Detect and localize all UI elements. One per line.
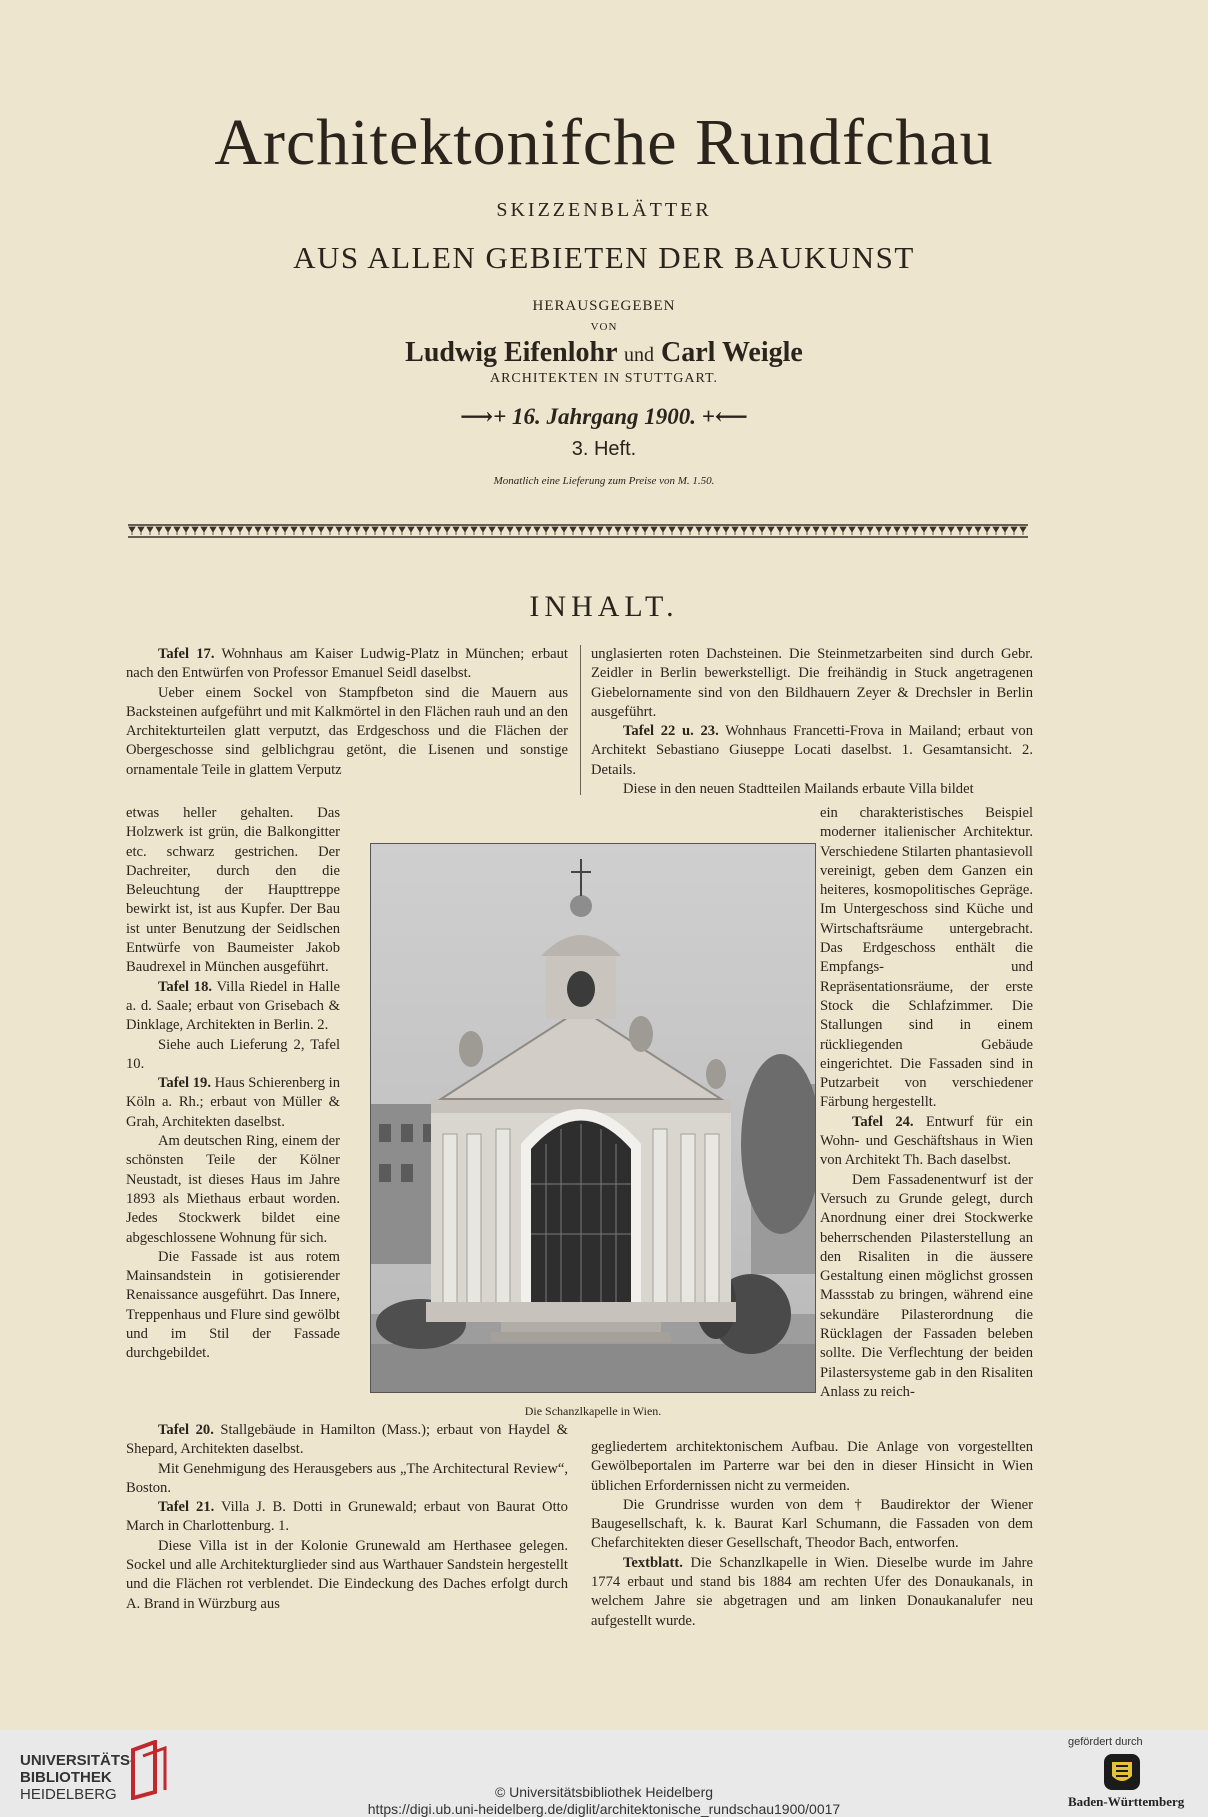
tafel-21-description: Diese Villa ist in der Kolonie Grunewald am Herthasee gelegen. Sockel und alle Architekturglieder sind aus Warthauer Sandstein hergestellt und die Flächen rot verblendet. Die Eindeckung des Daches erfolgt durch A. Brand in Würzburg aus xyxy=(126,1537,568,1612)
tafel-24-label: Tafel 24. xyxy=(852,1113,914,1130)
source-url-link[interactable]: https://digi.ub.uni-heidelberg.de/diglit/architektonische_rundschau1900/0017 xyxy=(367,1801,841,1817)
left-column-bottom xyxy=(126,1421,568,1614)
tafel-22-text: Wohnhaus Francetti-Frova in Mailand; erbaut von Architekt Sebastiano Giuseppe Locati daselbst. 1. Gesamtansicht. 2. Details. xyxy=(591,723,1033,778)
left-column-narrow xyxy=(126,804,340,1364)
tafel-20-label: Tafel 20. xyxy=(158,1422,214,1438)
copyright-text: © Universitätsbibliothek Heidelberg xyxy=(494,1784,714,1800)
tafel-19-text: Haus Schierenberg in Köln a. Rh.; erbaut von Müller & Grah, Architekten daselbst. xyxy=(126,1075,340,1130)
tafel-21-label: Tafel 21. xyxy=(158,1499,215,1516)
editor-2: Carl Weigle xyxy=(661,337,803,368)
tafel-17-text: Wohnhaus am Kaiser Ludwig-Platz in München; erbaut nach den Entwürfen von Professor Emanuel Seidl daselbst. xyxy=(126,646,568,682)
tafel-21-continued: unglasierten roten Dachsteinen. Die Steinmetzarbeiten sind durch Gebr. Zeidler in Berlin bewerkstelligt. Die freihändig in Stuck angetragenen Giebelornamente sind von den Bildhauern Zeyer & Drechsler in Berlin ausgeführt. xyxy=(591,646,1033,720)
left-column-top xyxy=(126,645,568,780)
figure-caption: Die Schanzlkapelle in Wien. xyxy=(524,1404,662,1418)
tafel-19-facade: Die Fassade ist aus rotem Mainsandstein in gotisierender Renaissance ausgeführt. Das Innere, Treppenhaus und Flure sind gewölbt und im Stil der Fassade durchgebildet. xyxy=(126,1248,340,1362)
masthead xyxy=(0,105,1208,487)
ornament-right-icon: +⟵ xyxy=(696,404,748,429)
funding-label: gefördert durch xyxy=(1068,1736,1143,1748)
tafel-24-continued: gegliedertem architektonischem Aufbau. Die Anlage von vorgestellten Gewölbeportalen im Parterre war bei den in dieser Hinsicht in Wien üblichen Erfordernissen nicht zu vermeiden. xyxy=(591,1439,1033,1494)
footer-bar xyxy=(0,1730,1208,1817)
tafel-17-continued: etwas heller gehalten. Das Holzwerk ist grün, die Balkongitter etc. schwarz gestrichen. Der Dachreiter, durch den die Beleuchtung der Haupttreppe bewirkt ist, ist aus Kupfer. Der Bau ist unter Benutzung der Seidlschen Entwürfe von Baumeister Jakob Baudrexel in München ausgeführt. xyxy=(126,805,340,976)
tafel-19-description: Am deutschen Ring, einem der schönsten Teile der Kölner Neustadt, ist dieses Haus im Jahre 1893 als Miethaus erbaut worden. Jedes Stockwerk bildet eine abgeschlossene Wohnung für sich. xyxy=(126,1133,340,1246)
textblatt-label: Textblatt. xyxy=(623,1554,683,1571)
editors xyxy=(0,337,1208,369)
textblatt-text: Die Schanzlkapelle in Wien. Dieselbe wurde im Jahre 1774 erbaut und stand bis 1884 am rechten Ufer des Donaukanals, in welchem Jahre sie abgetragen und am linken Donaukanalufer neu aufgestellt wurde. xyxy=(591,1554,1033,1629)
tafel-17-label: Tafel 17. xyxy=(158,646,215,662)
journal-subtitle: SKIZZENBLÄTTER xyxy=(496,199,712,221)
ornamental-divider xyxy=(128,523,1028,539)
tafel-19-label: Tafel 19. xyxy=(158,1075,211,1092)
ornament-left-icon: ⟶+ xyxy=(460,404,512,429)
tafel-21-text: Villa J. B. Dotti in Grunewald; erbaut von Baurat Otto March in Charlottenburg. 1. xyxy=(126,1499,568,1535)
right-column-top xyxy=(591,645,1033,799)
tafel-22-continued: ein charakteristisches Beispiel moderner italienischer Architektur. Verschiedene Stilarten phantasievoll vereinigt, geben dem Ganzen ein heiteres, kosmopolitisches Gepräge. Im Untergeschoss sind Küche und Wirtschaftsräume untergebracht. Das Erdgeschoss enthält die Empfangs- und Repräsentationsräume, der erste Stock die Schlafzimmer. Die Stallungen sind in einem rückliegenden Gebäude eingerichtet. Die Fassaden sind in Putzarbeit von verschiedener Färbung hergestellt. xyxy=(820,805,1033,1111)
right-column-bottom xyxy=(591,1438,1033,1631)
von-label: VON xyxy=(590,321,618,333)
architects-line: ARCHITEKTEN IN STUTTGART. xyxy=(489,371,719,386)
tafel-20-text: Stallgebäude in Hamilton (Mass.); erbaut von Haydel & Shepard, Architekten daselbst. xyxy=(126,1422,568,1458)
volume-line: ⟶+ 16. Jahrgang 1900. +⟵ xyxy=(460,404,748,429)
price-line: Monatlich eine Lieferung zum Preise von M. 1.50. xyxy=(493,475,715,487)
tafel-18-note: Siehe auch Lieferung 2, Tafel 10. xyxy=(126,1036,340,1072)
und-label: und xyxy=(624,344,655,366)
funder-name: Baden-Württemberg xyxy=(1068,1794,1185,1809)
tafel-24-text: Entwurf für ein Wohn- und Geschäftshaus in Wien von Architekt Th. Bach daselbst. xyxy=(820,1113,1033,1169)
tafel-18-text: Villa Riedel in Halle a. d. Saale; erbaut von Grisebach & Dinklage, Architekten in Berlin. 2. xyxy=(126,978,340,1034)
tafel-24-description: Dem Fassadenentwurf ist der Versuch zu Grunde gelegt, durch Anordnung einer drei Stockwerke beherrschenden Pilasterstellung an den Risaliten in die äussere Gestaltung einen möglichst grossen Massstab zu bringen, während eine sekundäre Pilasterordnung die Rücklagen der Fassaden beleben sollte. Die Verflechtung der beiden Pilastersysteme gab in den Risaliten Anlass zu reich- xyxy=(820,1171,1033,1400)
chapel-illustration xyxy=(371,844,816,1393)
tafel-24-plans: Die Grundrisse wurden von dem † Baudirektor der Wiener Baugesellschaft, k. k. Baurat Karl Schumann, die Fassaden von dem Chefarchitekten dieser Gesellschaft, Theodor Bach, entworfen. xyxy=(591,1496,1033,1552)
journal-title: Architektonifche Rundfchau xyxy=(214,106,994,179)
issue-line: 3. Heft. xyxy=(571,438,637,460)
library-name: UNIVERSITÄTS- BIBLIOTHEK HEIDELBERG xyxy=(20,1752,136,1803)
tafel-22-label: Tafel 22 u. 23. xyxy=(623,723,719,740)
right-column-narrow xyxy=(820,804,1033,1402)
tafel-20-note: Mit Genehmigung des Herausgebers aus „The Architectural Review“, Boston. xyxy=(126,1460,568,1496)
column-rule xyxy=(580,645,581,795)
contents-heading: INHALT. xyxy=(529,590,679,623)
tafel-22-description: Diese in den neuen Stadtteilen Mailands erbaute Villa bildet xyxy=(623,781,974,798)
herausgegeben-label: HERAUSGEGEBEN xyxy=(532,298,676,314)
tafel-18-label: Tafel 18. xyxy=(158,978,213,995)
editor-1: Ludwig Eifenlohr xyxy=(405,337,618,368)
tafel-17-description: Ueber einem Sockel von Stampfbeton sind die Mauern aus Backsteinen aufgeführt und mit Kalkmörtel in den Flächen rauh und an den Architekturteilen glatt verputzt, das Erdgeschoss und die Flächen der Obergeschosse sind gelblichgrau getönt, die Lisenen und sonstige ornamentale Teile in glattem Verputz xyxy=(126,684,568,778)
journal-tagline: AUS ALLEN GEBIETEN DER BAUKUNST xyxy=(293,240,915,275)
chapel-photograph xyxy=(370,843,816,1393)
coat-of-arms-icon xyxy=(1100,1752,1144,1792)
